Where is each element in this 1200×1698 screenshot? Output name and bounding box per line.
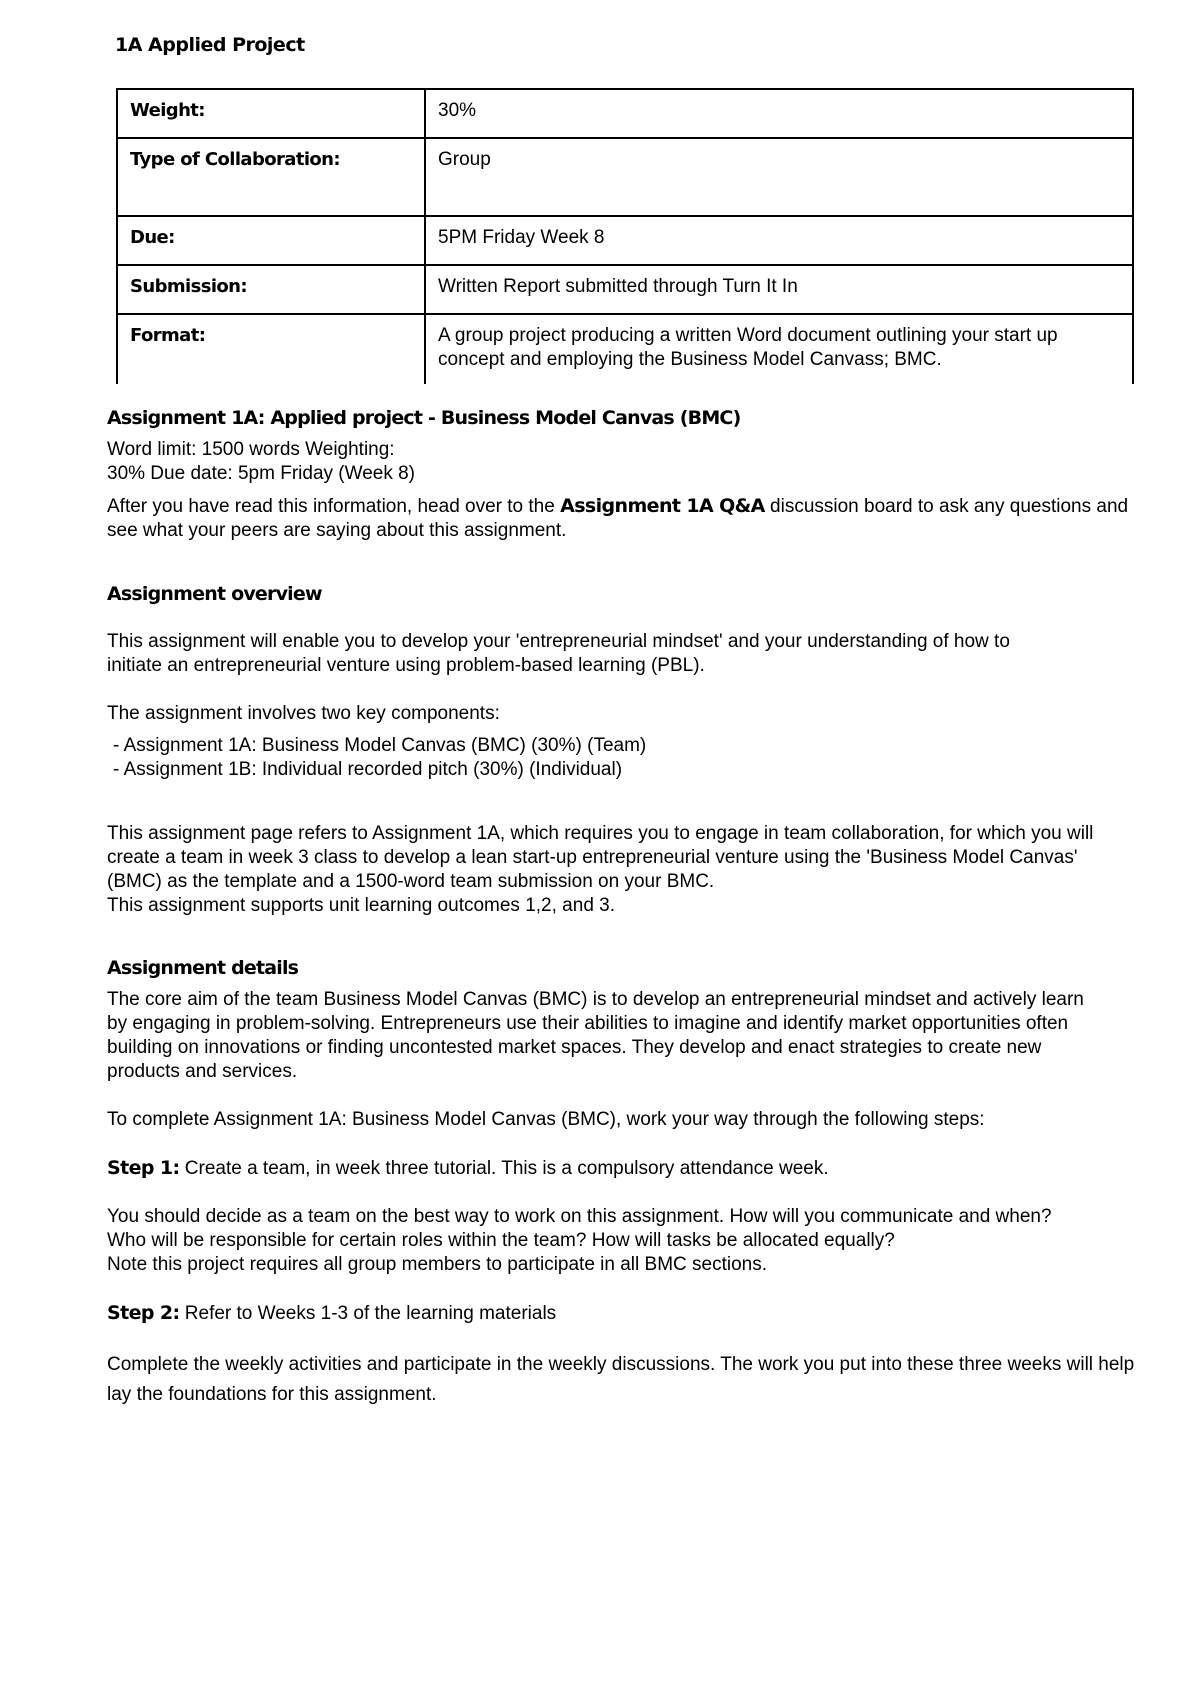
page-title: 1A Applied Project (115, 34, 305, 56)
step-label: Step 2: (107, 1302, 180, 1324)
paragraph: This assignment page refers to Assignment 1A, which requires you to engage in team collaboration, for which you will create a team in week 3 class to develop a lean start-up entrepreneurial venture using the 'Business Model Canvas' (BMC) as the template and a 1500-word team submission on your BMC. (107, 823, 1094, 892)
assignment-section (107, 406, 1147, 543)
table-row (117, 138, 1133, 216)
row-key: Type of Collaboration: (117, 138, 425, 216)
step-text: Refer to Weeks 1-3 of the learning materials (179, 1303, 557, 1324)
row-key: Submission: (117, 265, 425, 314)
components-list (107, 734, 1147, 782)
details-section (107, 956, 1147, 1410)
assignment-info-table (116, 88, 1134, 384)
table-row (117, 89, 1133, 138)
step-1 (107, 1156, 1147, 1181)
paragraph: The assignment involves two key components: (107, 703, 500, 724)
row-value: A group project producing a written Word document outlining your start up concept and employing the Business Model Canvass; BMC. (425, 314, 1133, 384)
row-value: Group (425, 138, 1133, 216)
paragraph: This assignment supports unit learning outcomes 1,2, and 3. (107, 895, 616, 916)
due-date-text: 30% Due date: 5pm Friday (Week 8) (107, 463, 416, 484)
step-2 (107, 1301, 1147, 1326)
paragraph: The core aim of the team Business Model Canvas (BMC) is to develop an entrepreneurial mindset and actively learn by engaging in problem-solving. Entrepreneurs use their abilities to imagine and identify market opportunities often building on innovations or finding uncontested market spaces. They develop and enact strategies to create new products and services. (107, 989, 1084, 1082)
qa-board-link: Assignment 1A Q&A (560, 495, 765, 517)
intro-paragraph (107, 494, 1147, 543)
paragraph: Complete the weekly activities and participate in the weekly discussions. The work you put into these three weeks will help lay the foundations for this assignment. (107, 1354, 1135, 1405)
paragraph: Note this project requires all group members to participate in all BMC sections. (107, 1254, 768, 1275)
assignment-heading: Assignment 1A: Applied project - Business Model Canvas (BMC) (107, 407, 741, 429)
intro-text: discussion board to ask any questions and see what your peers are saying about this assignment. (107, 496, 1129, 541)
step-label: Step 1: (107, 1157, 180, 1179)
row-key: Due: (117, 216, 425, 265)
table-row (117, 314, 1133, 384)
overview-section (107, 582, 1147, 918)
list-item: - Assignment 1A: Business Model Canvas (BMC) (30%) (Team) (113, 734, 1147, 758)
paragraph: This assignment will enable you to develop your 'entrepreneurial mindset' and your understanding of how to initiate an entrepreneurial venture using problem-based learning (PBL). (107, 631, 1010, 676)
paragraph: To complete Assignment 1A: Business Model Canvas (BMC), work your way through the following steps: (107, 1109, 985, 1130)
intro-text: After you have read this information, head over to the (107, 496, 561, 517)
paragraph: You should decide as a team on the best way to work on this assignment. How will you communicate and when? Who will be responsible for certain roles within the team? How will tasks be allocated equally? (107, 1206, 1052, 1251)
step-text: Create a team, in week three tutorial. This is a compulsory attendance week. (179, 1158, 829, 1179)
word-limit-text: Word limit: 1500 words Weighting: (107, 439, 395, 460)
row-key: Weight: (117, 89, 425, 138)
overview-heading: Assignment overview (107, 583, 322, 605)
row-key: Format: (117, 314, 425, 384)
table-row (117, 265, 1133, 314)
row-value: 5PM Friday Week 8 (425, 216, 1133, 265)
row-value: Written Report submitted through Turn It In (425, 265, 1133, 314)
details-heading: Assignment details (107, 957, 299, 979)
list-item: - Assignment 1B: Individual recorded pitch (30%) (Individual) (113, 758, 1147, 782)
table-row (117, 216, 1133, 265)
row-value: 30% (425, 89, 1133, 138)
